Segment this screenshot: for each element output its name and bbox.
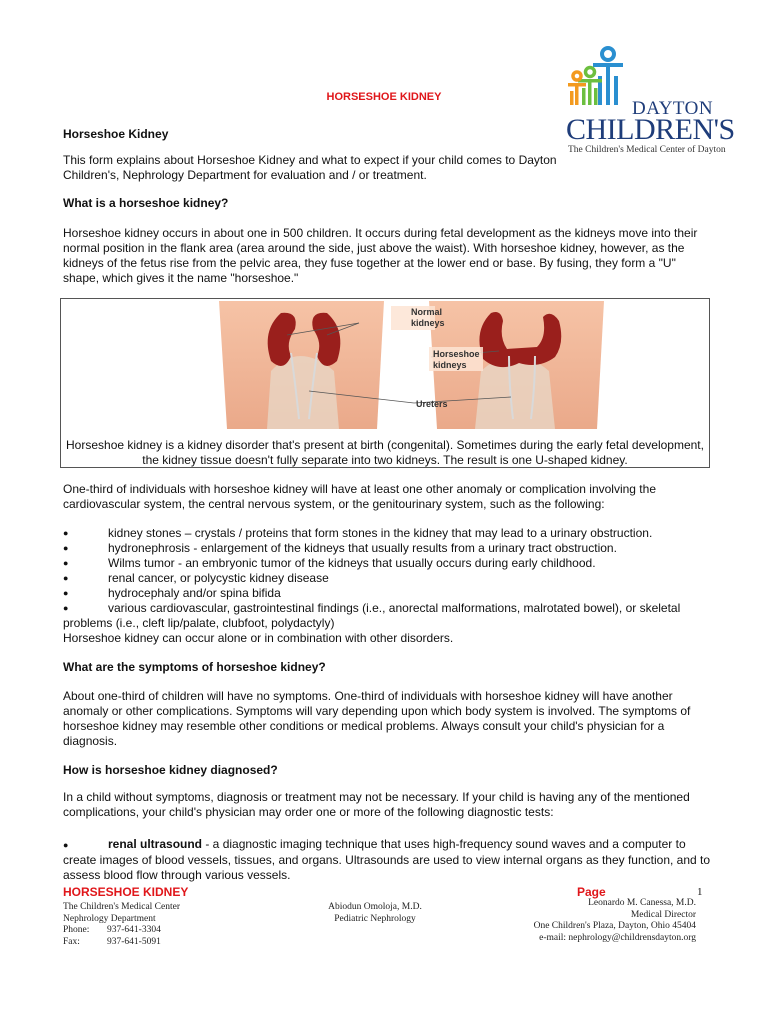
test-item: [63, 837, 711, 883]
anomalies-intro: One-third of individuals with horseshoe kidney will have at least one other anomaly or complication involving the cardiovascular system, the central nervous system, or the genitourinary system, such as the following:: [63, 482, 656, 511]
footer-mid-line2: Pediatric Nephrology: [334, 913, 416, 924]
section-heading: Horseshoe Kidney: [63, 127, 169, 141]
footer-title: HORSESHOE KIDNEY: [63, 885, 189, 899]
list-item: [63, 556, 713, 571]
list-item: [63, 571, 713, 586]
fax-number: 937-641-5091: [107, 936, 161, 947]
label-normal-line2: kidneys: [411, 318, 445, 328]
footer-page-label: Page: [577, 885, 606, 899]
list-item-text: renal cancer, or polycystic kidney disease: [108, 571, 329, 585]
footer-left-line1: The Children's Medical Center: [63, 902, 180, 912]
footer-right-block: [460, 898, 696, 944]
footer-right-line3: One Children's Plaza, Dayton, Ohio 45404: [533, 921, 696, 931]
question-what-is: What is a horseshoe kidney?: [63, 196, 229, 210]
phone-label: Phone:: [63, 925, 90, 935]
question-symptoms: What are the symptoms of horseshoe kidney?: [63, 660, 326, 674]
footer-left-block: [63, 902, 180, 948]
answer-symptoms: About one-third of children will have no symptoms. One-third of individuals with horseshoe kidney will have another anomaly or other complications. Symptoms will vary depending upon which body system is involved. The symptoms of horseshoe kidney may resemble other conditions or medical problems. Always consult your child's physician for a diagnosis.: [63, 689, 691, 748]
label-ureters: Ureters: [416, 399, 448, 409]
label-horseshoe-line2: kidneys: [433, 360, 467, 370]
answer-diagnosed: In a child without symptoms, diagnosis or treatment may not be necessary. If your child is having any of the mentioned complications, your child's physician may order one or more of the following diagnostic tests:: [63, 790, 690, 819]
footer-fax-row: [63, 937, 180, 949]
footer-left-line2: Nephrology Department: [63, 913, 156, 924]
question-diagnosed: How is horseshoe kidney diagnosed?: [63, 763, 278, 777]
answer-what-is: Horseshoe kidney occurs in about one in 500 children. It occurs during fetal development as the kidneys move into their normal position in the flank area (area around the side, just above the waist). With horseshoe kidney, however, as the kidneys of the fetus rise from the pelvic area, they fuse together at the lower end or base. By fusing, they form a "U" shape, which gives it the name "horseshoe.": [63, 226, 698, 285]
bullet-icon: ●: [63, 573, 69, 583]
list-item-text: hydrocephaly and/or spina bifida: [108, 586, 281, 600]
logo-tagline: The Children's Medical Center of Dayton: [568, 145, 726, 155]
logo-dayton-text: DAYTON: [632, 98, 714, 119]
bullet-icon: ●: [63, 543, 69, 553]
kidney-illustration-box: [60, 298, 710, 468]
logo-childrens-text: CHILDREN'S: [566, 113, 735, 146]
list-item-text: kidney stones – crystals / proteins that form stones in the kidney that may lead to a urinary obstruction.: [108, 526, 653, 540]
list-item-text: hydronephrosis - enlargement of the kidneys that usually results from a urinary tract obstruction.: [108, 541, 617, 555]
footer-right-line1: Leonardo M. Canessa, M.D.: [588, 898, 696, 908]
test-term: renal ultrasound: [108, 837, 203, 851]
kidney-illustration: [199, 301, 619, 429]
list-item: [63, 526, 713, 541]
footer-mid-line1: Abiodun Omoloja, M.D.: [328, 902, 422, 912]
list-item: [63, 541, 713, 556]
anomalies-list: [63, 526, 713, 646]
bullet-icon: ●: [63, 558, 69, 568]
document-title: HORSESHOE KIDNEY: [326, 91, 442, 103]
list-item: [63, 586, 713, 601]
bullet-icon: ●: [63, 840, 69, 850]
list-item-text: Wilms tumor - an embryonic tumor of the kidneys that usually occurs during early childhood.: [108, 556, 596, 570]
list-item-text: various cardiovascular, gastrointestinal findings (i.e., anorectal malformations, malrotated bowel), or skeletal problems (i.e., cleft lip/palate, clubfoot, polydactyly): [63, 601, 681, 630]
phone-number: 937-641-3304: [107, 925, 161, 935]
fax-label: Fax:: [63, 936, 80, 947]
bullet-icon: ●: [63, 603, 69, 613]
footer-phone-row: [63, 925, 180, 937]
figure-caption: Horseshoe kidney is a kidney disorder that's present at birth (congenital). Sometimes during the early fetal development, the kidney tissue doesn't fully separate into two kidneys. The result is one U-shaped kidney.: [66, 438, 704, 467]
label-horseshoe-line1: Horseshoe: [433, 349, 480, 359]
bullet-icon: ●: [63, 528, 69, 538]
bullet-icon: ●: [63, 588, 69, 598]
test-description: - a diagnostic imaging technique that uses high-frequency sound waves and a computer to create images of blood vessels, tissues, and organs. Ultrasounds are used to view internal organs as they function, and to assess blood flow through various vessels.: [63, 837, 711, 882]
intro-paragraph: This form explains about Horseshoe Kidney and what to expect if your child comes to Dayton Children's, Nephrology Department for evaluation and / or treatment.: [63, 153, 557, 182]
after-list-text: Horseshoe kidney can occur alone or in combination with other disorders.: [63, 631, 454, 645]
label-normal-line1: Normal: [411, 307, 443, 317]
footer-right-line2: Medical Director: [630, 909, 696, 920]
footer-page-number: 1: [697, 886, 703, 898]
footer-middle-block: [300, 902, 450, 925]
list-item: [63, 601, 713, 631]
footer-email[interactable]: e-mail: nephrology@childrensdayton.org: [539, 932, 696, 943]
